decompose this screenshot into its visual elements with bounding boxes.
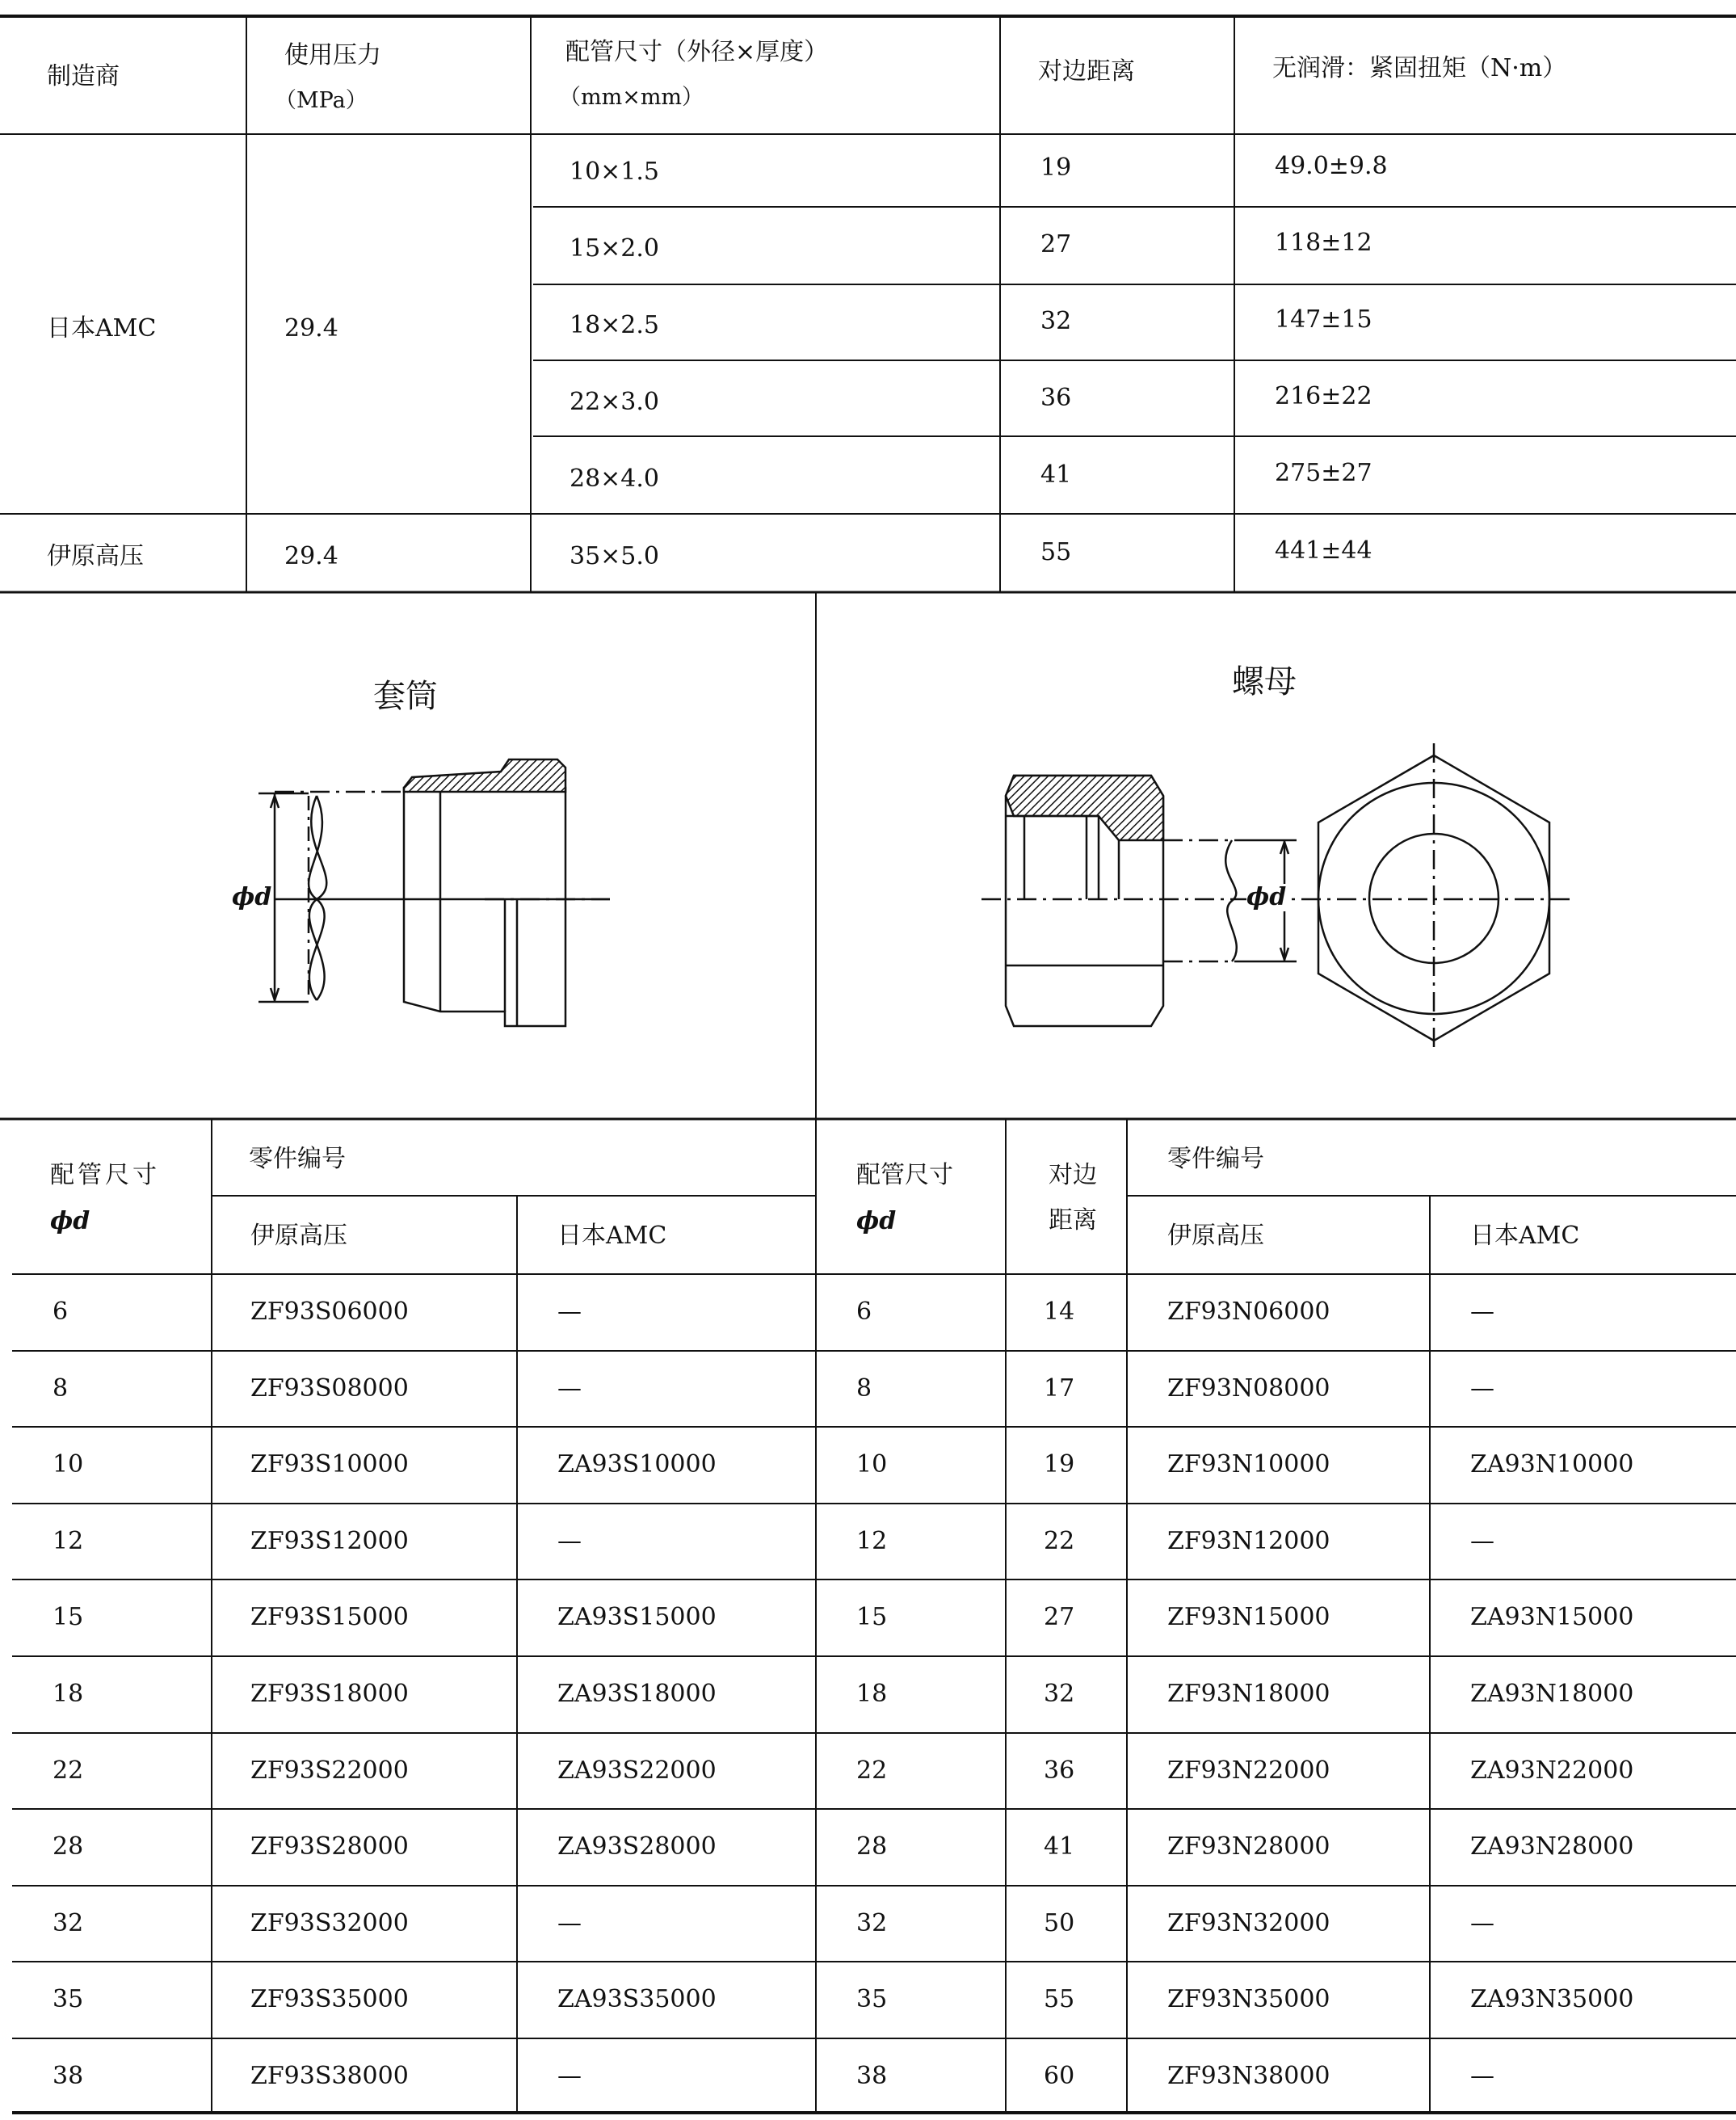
header-part-no-right: 零件编号 bbox=[1167, 1145, 1264, 1173]
sleeve-amc-part: ZA93S10000 bbox=[557, 1450, 717, 1479]
header-part-no-left: 零件编号 bbox=[249, 1145, 346, 1173]
nut-amc-part: — bbox=[1470, 1909, 1494, 1937]
sleeve-ihara-part: ZF93S35000 bbox=[250, 1985, 409, 2013]
sleeve-ihara-part: ZF93S32000 bbox=[250, 1909, 409, 1937]
header-torque: 无润滑：紧固扭矩（N·m） bbox=[1272, 54, 1567, 82]
width-value: 36 bbox=[1040, 384, 1072, 412]
sleeve-amc-part: — bbox=[557, 1374, 582, 1403]
header-width-line2: 距离 bbox=[1049, 1206, 1097, 1235]
nut-width-across-flats: 19 bbox=[1044, 1450, 1075, 1479]
sleeve-ihara-part: ZF93S15000 bbox=[250, 1603, 409, 1631]
header-phi-d-left: ϕd bbox=[50, 1207, 90, 1235]
sleeve-pipe-size: 6 bbox=[53, 1298, 69, 1326]
sleeve-amc-part: — bbox=[557, 1527, 582, 1555]
nut-ihara-part: ZF93N35000 bbox=[1167, 1985, 1330, 2013]
nut-pipe-size: 28 bbox=[856, 1832, 888, 1861]
pipe-size: 18×2.5 bbox=[570, 311, 660, 339]
torque-value: 441±44 bbox=[1275, 536, 1372, 565]
header-width-across-flats: 对边距离 bbox=[1038, 57, 1135, 86]
sleeve-ihara-part: ZF93S18000 bbox=[250, 1680, 409, 1708]
torque-value: 49.0±9.8 bbox=[1275, 152, 1388, 180]
pressure-ihara: 29.4 bbox=[284, 542, 338, 570]
sleeve-ihara-part: ZF93S12000 bbox=[250, 1527, 409, 1555]
sleeve-ihara-part: ZF93S22000 bbox=[250, 1756, 409, 1785]
sleeve-pipe-size: 15 bbox=[53, 1603, 84, 1631]
sleeve-ihara-part: ZF93S38000 bbox=[250, 2062, 409, 2090]
sleeve-ihara-part: ZF93S28000 bbox=[250, 1832, 409, 1861]
sleeve-ihara-part: ZF93S08000 bbox=[250, 1374, 409, 1403]
sleeve-ihara-part: ZF93S10000 bbox=[250, 1450, 409, 1479]
nut-pipe-size: 15 bbox=[856, 1603, 888, 1631]
sleeve-amc-part: — bbox=[557, 2062, 582, 2090]
sleeve-amc-part: ZA93S28000 bbox=[557, 1832, 717, 1861]
width-value: 19 bbox=[1040, 154, 1072, 182]
width-value: 41 bbox=[1040, 461, 1072, 489]
nut-width-across-flats: 22 bbox=[1044, 1527, 1075, 1555]
nut-amc-part: ZA93N10000 bbox=[1470, 1450, 1634, 1479]
sleeve-pipe-size: 8 bbox=[53, 1374, 69, 1403]
header-amc-right: 日本AMC bbox=[1470, 1222, 1580, 1250]
pipe-size: 35×5.0 bbox=[570, 542, 660, 570]
header-maker: 制造商 bbox=[47, 62, 120, 90]
nut-pipe-size: 32 bbox=[856, 1909, 888, 1937]
torque-value: 216±22 bbox=[1275, 382, 1372, 410]
nut-ihara-part: ZF93N10000 bbox=[1167, 1450, 1330, 1479]
nut-width-across-flats: 60 bbox=[1044, 2062, 1075, 2090]
nut-ihara-part: ZF93N38000 bbox=[1167, 2062, 1330, 2090]
sleeve-pipe-size: 18 bbox=[53, 1680, 84, 1708]
header-ihara-left: 伊原高压 bbox=[250, 1222, 347, 1250]
torque-value: 275±27 bbox=[1275, 459, 1372, 487]
nut-amc-part: — bbox=[1470, 1527, 1494, 1555]
nut-ihara-part: ZF93N15000 bbox=[1167, 1603, 1330, 1631]
nut-width-across-flats: 55 bbox=[1044, 1985, 1075, 2013]
sleeve-amc-part: ZA93S22000 bbox=[557, 1756, 717, 1785]
nut-dim-label: ϕd bbox=[1246, 883, 1287, 911]
pipe-size: 10×1.5 bbox=[570, 158, 660, 186]
nut-ihara-part: ZF93N12000 bbox=[1167, 1527, 1330, 1555]
header-pressure-unit: （MPa） bbox=[275, 88, 368, 113]
sleeve-pipe-size: 28 bbox=[53, 1832, 84, 1861]
sleeve-amc-part: ZA93S35000 bbox=[557, 1985, 717, 2013]
nut-amc-part: ZA93N28000 bbox=[1470, 1832, 1634, 1861]
torque-value: 118±12 bbox=[1275, 229, 1372, 257]
pipe-size: 22×3.0 bbox=[570, 388, 660, 416]
sleeve-pipe-size: 32 bbox=[53, 1909, 84, 1937]
maker-amc: 日本AMC bbox=[47, 314, 157, 343]
sleeve-pipe-size: 22 bbox=[53, 1756, 84, 1785]
header-pipe-size-left: 配管尺寸 bbox=[50, 1161, 160, 1189]
nut-width-across-flats: 14 bbox=[1044, 1298, 1075, 1326]
nut-width-across-flats: 17 bbox=[1044, 1374, 1075, 1403]
nut-pipe-size: 38 bbox=[856, 2062, 888, 2090]
nut-ihara-part: ZF93N18000 bbox=[1167, 1680, 1330, 1708]
header-pipe-size: 配管尺寸（外径×厚度） bbox=[565, 38, 829, 66]
header-ihara-right: 伊原高压 bbox=[1167, 1222, 1264, 1250]
sleeve-dim-label: ϕd bbox=[232, 883, 272, 911]
width-value: 27 bbox=[1040, 230, 1072, 259]
maker-ihara: 伊原高压 bbox=[47, 542, 144, 570]
nut-amc-part: ZA93N18000 bbox=[1470, 1680, 1634, 1708]
nut-amc-part: — bbox=[1470, 1374, 1494, 1403]
nut-title: 螺母 bbox=[1232, 663, 1297, 700]
nut-ihara-part: ZF93N28000 bbox=[1167, 1832, 1330, 1861]
width-value: 55 bbox=[1040, 538, 1072, 566]
nut-width-across-flats: 32 bbox=[1044, 1680, 1075, 1708]
sleeve-amc-part: ZA93S15000 bbox=[557, 1603, 717, 1631]
sleeve-title: 套筒 bbox=[373, 678, 438, 715]
nut-width-across-flats: 41 bbox=[1044, 1832, 1075, 1861]
header-pressure: 使用压力 bbox=[284, 41, 381, 69]
sleeve-amc-part: — bbox=[557, 1909, 582, 1937]
sleeve-amc-part: ZA93S18000 bbox=[557, 1680, 717, 1708]
nut-amc-part: ZA93N35000 bbox=[1470, 1985, 1634, 2013]
nut-amc-part: ZA93N22000 bbox=[1470, 1756, 1634, 1785]
sleeve-pipe-size: 38 bbox=[53, 2062, 84, 2090]
sleeve-pipe-size: 12 bbox=[53, 1527, 84, 1555]
header-pipe-size-unit: （mm×mm） bbox=[559, 85, 704, 110]
header-pipe-size-right: 配管尺寸 bbox=[856, 1161, 953, 1189]
nut-pipe-size: 6 bbox=[856, 1298, 872, 1326]
nut-ihara-part: ZF93N06000 bbox=[1167, 1298, 1330, 1326]
torque-value: 147±15 bbox=[1275, 305, 1372, 334]
nut-amc-part: — bbox=[1470, 1298, 1494, 1326]
header-phi-d-right: ϕd bbox=[856, 1207, 897, 1235]
nut-pipe-size: 22 bbox=[856, 1756, 888, 1785]
nut-amc-part: ZA93N15000 bbox=[1470, 1603, 1634, 1631]
nut-width-across-flats: 50 bbox=[1044, 1909, 1075, 1937]
nut-ihara-part: ZF93N22000 bbox=[1167, 1756, 1330, 1785]
pipe-size: 15×2.0 bbox=[570, 234, 660, 263]
nut-pipe-size: 35 bbox=[856, 1985, 888, 2013]
nut-amc-part: — bbox=[1470, 2062, 1494, 2090]
sleeve-drawing bbox=[259, 759, 610, 1026]
pipe-size: 28×4.0 bbox=[570, 465, 660, 493]
sleeve-pipe-size: 10 bbox=[53, 1450, 84, 1479]
sleeve-ihara-part: ZF93S06000 bbox=[250, 1298, 409, 1326]
header-width-line1: 对边 bbox=[1049, 1161, 1097, 1189]
nut-pipe-size: 8 bbox=[856, 1374, 872, 1403]
nut-width-across-flats: 36 bbox=[1044, 1756, 1075, 1785]
nut-pipe-size: 12 bbox=[856, 1527, 888, 1555]
sleeve-pipe-size: 35 bbox=[53, 1985, 84, 2013]
sleeve-amc-part: — bbox=[557, 1298, 582, 1326]
nut-ihara-part: ZF93N32000 bbox=[1167, 1909, 1330, 1937]
pressure-amc: 29.4 bbox=[284, 314, 338, 343]
top-table-lines bbox=[0, 16, 1736, 592]
width-value: 32 bbox=[1040, 307, 1072, 335]
header-amc-left: 日本AMC bbox=[557, 1222, 667, 1250]
nut-width-across-flats: 27 bbox=[1044, 1603, 1075, 1631]
nut-ihara-part: ZF93N08000 bbox=[1167, 1374, 1330, 1403]
nut-pipe-size: 10 bbox=[856, 1450, 888, 1479]
nut-pipe-size: 18 bbox=[856, 1680, 888, 1708]
